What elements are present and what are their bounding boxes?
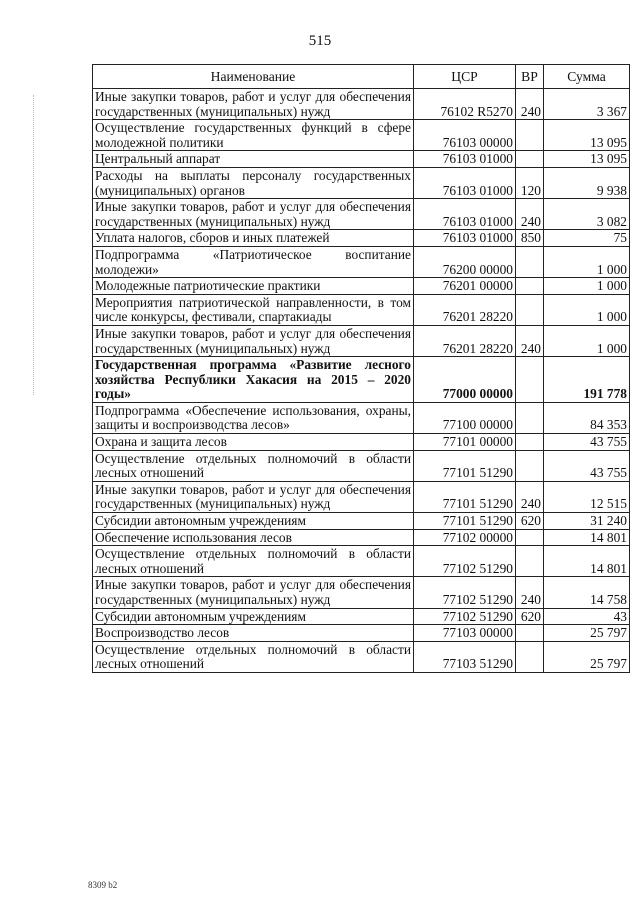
- table-header-row: [93, 65, 630, 89]
- cell-csr: 77102 51290: [414, 608, 516, 625]
- cell-csr: 77000 00000: [414, 357, 516, 403]
- cell-name: Подпрограмма «Патриотическое воспитание молодежи»: [93, 246, 414, 277]
- cell-vr: 240: [516, 89, 544, 120]
- cell-name: Мероприятия патриотической направленности, в том числе конкурсы, фестивали, спартакиады: [93, 294, 414, 325]
- cell-name: Иные закупки товаров, работ и услуг для обеспечения государственных (муниципальных) нужд: [93, 481, 414, 512]
- cell-name: Осуществление отдельных полномочий в области лесных отношений: [93, 546, 414, 577]
- cell-name: Осуществление государственных функций в сфере молодежной политики: [93, 120, 414, 151]
- cell-vr: 240: [516, 325, 544, 356]
- cell-name: Иные закупки товаров, работ и услуг для обеспечения государственных (муниципальных) нужд: [93, 325, 414, 356]
- cell-sum: 43 755: [544, 434, 630, 451]
- table-row: [93, 529, 630, 546]
- cell-name: Иные закупки товаров, работ и услуг для обеспечения государственных (муниципальных) нужд: [93, 577, 414, 608]
- table-row: [93, 434, 630, 451]
- cell-sum: 14 801: [544, 546, 630, 577]
- cell-vr: [516, 529, 544, 546]
- cell-csr: 76103 01000: [414, 199, 516, 230]
- table-row: [93, 513, 630, 530]
- cell-name: Иные закупки товаров, работ и услуг для обеспечения государственных (муниципальных) нужд: [93, 89, 414, 120]
- cell-csr: 77101 00000: [414, 434, 516, 451]
- cell-name: Молодежные патриотические практики: [93, 278, 414, 295]
- cell-name: Воспроизводство лесов: [93, 625, 414, 642]
- cell-csr: 77102 51290: [414, 577, 516, 608]
- cell-sum: 1 000: [544, 246, 630, 277]
- column-header-sum: Сумма: [544, 65, 630, 89]
- cell-name: Субсидии автономным учреждениям: [93, 608, 414, 625]
- cell-csr: 76102 R5270: [414, 89, 516, 120]
- cell-sum: 84 353: [544, 402, 630, 433]
- table-row: [93, 325, 630, 356]
- table-row: [93, 246, 630, 277]
- cell-sum: 3 367: [544, 89, 630, 120]
- cell-sum: 13 095: [544, 120, 630, 151]
- table-row: [93, 167, 630, 198]
- cell-name: Субсидии автономным учреждениям: [93, 513, 414, 530]
- table-row: [93, 151, 630, 168]
- table-row: [93, 481, 630, 512]
- column-header-csr: ЦСР: [414, 65, 516, 89]
- cell-sum: 1 000: [544, 294, 630, 325]
- cell-name: Государственная программа «Развитие лесного хозяйства Республики Хакасия на 2015 – 2020 годы»: [93, 357, 414, 403]
- cell-csr: 76103 00000: [414, 120, 516, 151]
- table-row: [93, 199, 630, 230]
- budget-table: [92, 64, 630, 673]
- table-row: [93, 625, 630, 642]
- cell-sum: 14 758: [544, 577, 630, 608]
- cell-vr: 620: [516, 608, 544, 625]
- cell-sum: 9 938: [544, 167, 630, 198]
- cell-name: Осуществление отдельных полномочий в области лесных отношений: [93, 450, 414, 481]
- table-row: [93, 450, 630, 481]
- column-header-vr: ВР: [516, 65, 544, 89]
- cell-sum: 3 082: [544, 199, 630, 230]
- cell-vr: 240: [516, 577, 544, 608]
- cell-csr: 76201 28220: [414, 294, 516, 325]
- cell-sum: 31 240: [544, 513, 630, 530]
- cell-vr: 120: [516, 167, 544, 198]
- table-row: [93, 294, 630, 325]
- table-row: [93, 608, 630, 625]
- cell-csr: 76200 00000: [414, 246, 516, 277]
- cell-vr: 240: [516, 481, 544, 512]
- cell-name: Осуществление отдельных полномочий в области лесных отношений: [93, 641, 414, 672]
- cell-vr: 850: [516, 230, 544, 247]
- footer-code: 8309 b2: [88, 880, 118, 890]
- cell-vr: [516, 246, 544, 277]
- cell-vr: [516, 278, 544, 295]
- cell-csr: 77101 51290: [414, 450, 516, 481]
- cell-vr: [516, 546, 544, 577]
- cell-csr: 76103 01000: [414, 167, 516, 198]
- cell-csr: 76201 00000: [414, 278, 516, 295]
- table-body: [93, 89, 630, 673]
- cell-vr: [516, 294, 544, 325]
- cell-vr: [516, 402, 544, 433]
- cell-sum: 14 801: [544, 529, 630, 546]
- cell-name: Центральный аппарат: [93, 151, 414, 168]
- cell-sum: 75: [544, 230, 630, 247]
- cell-name: Уплата налогов, сборов и иных платежей: [93, 230, 414, 247]
- cell-name: Расходы на выплаты персоналу государственных (муниципальных) органов: [93, 167, 414, 198]
- cell-vr: 620: [516, 513, 544, 530]
- cell-vr: [516, 151, 544, 168]
- cell-name: Охрана и защита лесов: [93, 434, 414, 451]
- cell-csr: 77100 00000: [414, 402, 516, 433]
- cell-sum: 191 778: [544, 357, 630, 403]
- cell-csr: 77101 51290: [414, 513, 516, 530]
- cell-vr: [516, 625, 544, 642]
- cell-sum: 25 797: [544, 641, 630, 672]
- cell-csr: 77103 00000: [414, 625, 516, 642]
- column-header-name: Наименование: [93, 65, 414, 89]
- table-row: [93, 357, 630, 403]
- table-row: [93, 641, 630, 672]
- cell-vr: [516, 450, 544, 481]
- cell-vr: 240: [516, 199, 544, 230]
- cell-sum: 1 000: [544, 325, 630, 356]
- cell-csr: 76103 01000: [414, 230, 516, 247]
- cell-vr: [516, 641, 544, 672]
- cell-name: Обеспечение использования лесов: [93, 529, 414, 546]
- cell-csr: 76103 01000: [414, 151, 516, 168]
- cell-vr: [516, 434, 544, 451]
- cell-sum: 43 755: [544, 450, 630, 481]
- cell-csr: 77101 51290: [414, 481, 516, 512]
- cell-csr: 77103 51290: [414, 641, 516, 672]
- table-row: [93, 120, 630, 151]
- cell-name: Подпрограмма «Обеспечение использования, охраны, защиты и воспроизводства лесов»: [93, 402, 414, 433]
- cell-csr: 77102 00000: [414, 529, 516, 546]
- cell-sum: 25 797: [544, 625, 630, 642]
- table-row: [93, 402, 630, 433]
- table-row: [93, 230, 630, 247]
- cell-sum: 43: [544, 608, 630, 625]
- cell-csr: 76201 28220: [414, 325, 516, 356]
- margin-scan-marks: [33, 95, 42, 395]
- table-row: [93, 577, 630, 608]
- page-number: 515: [308, 33, 332, 49]
- cell-vr: [516, 120, 544, 151]
- table-row: [93, 278, 630, 295]
- cell-sum: 13 095: [544, 151, 630, 168]
- table-row: [93, 546, 630, 577]
- cell-sum: 12 515: [544, 481, 630, 512]
- cell-csr: 77102 51290: [414, 546, 516, 577]
- table-row: [93, 89, 630, 120]
- cell-vr: [516, 357, 544, 403]
- cell-name: Иные закупки товаров, работ и услуг для обеспечения государственных (муниципальных) нужд: [93, 199, 414, 230]
- cell-sum: 1 000: [544, 278, 630, 295]
